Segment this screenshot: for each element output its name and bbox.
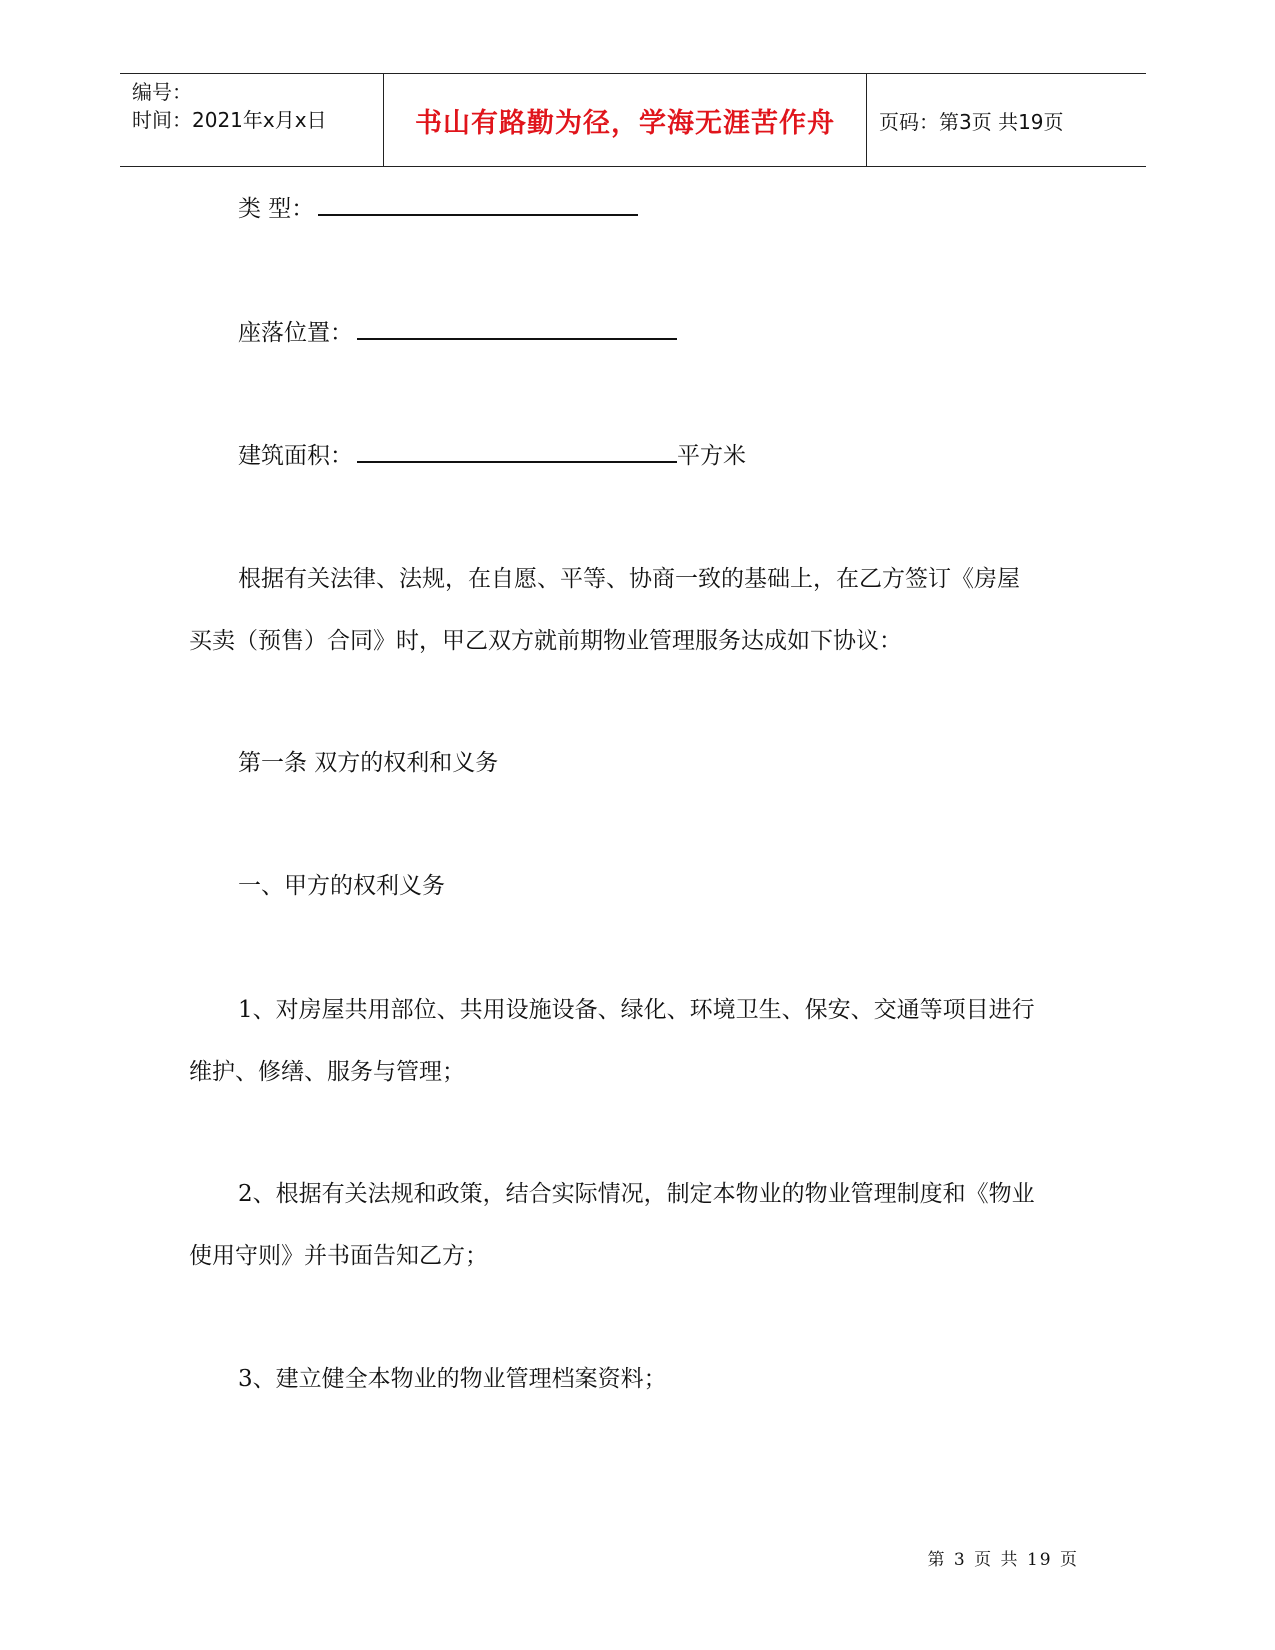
article-1-heading: 第一条 双方的权利和义务 [238, 750, 499, 776]
page-footer: 第 3 页 共 19 页 [927, 1550, 1079, 1570]
page-header [120, 73, 1146, 167]
document-time-label: 时间：2021年x月x日 [132, 108, 327, 132]
location-field [238, 314, 677, 347]
item-3: 3、建立健全本物业的物业管理档案资料； [238, 1366, 667, 1392]
header-motto: 书山有路勤为径，学海无涯苦作舟 [415, 107, 835, 139]
item-2-line1: 2、根据有关法规和政策，结合实际情况，制定本物业的物业管理制度和《物业 [238, 1181, 1035, 1207]
header-motto-cell [383, 74, 867, 166]
location-blank [357, 316, 677, 340]
intro-paragraph-line1: 根据有关法律、法规，在自愿、平等、协商一致的基础上，在乙方签订《房屋 [238, 566, 1020, 592]
section-1-heading: 一、甲方的权利义务 [238, 873, 445, 899]
document-number-label: 编号： [132, 80, 192, 104]
area-label: 建筑面积： [238, 443, 353, 469]
header-meta [120, 74, 383, 166]
intro-paragraph-line2: 买卖（预售）合同》时，甲乙双方就前期物业管理服务达成如下协议： [189, 628, 902, 654]
item-1-line2: 维护、修缮、服务与管理； [189, 1059, 465, 1085]
item-1-line1: 1、对房屋共用部位、共用设施设备、绿化、环境卫生、保安、交通等项目进行 [238, 997, 1035, 1023]
type-field [238, 190, 638, 223]
type-blank [318, 192, 638, 216]
area-unit: 平方米 [677, 443, 746, 469]
header-page-info: 页码：第3页 共19页 [879, 109, 1064, 134]
area-field [238, 437, 746, 470]
type-label: 类 型： [238, 196, 315, 222]
location-label: 座落位置： [238, 320, 353, 346]
area-blank [357, 439, 677, 463]
item-2-line2: 使用守则》并书面告知乙方； [189, 1243, 488, 1269]
